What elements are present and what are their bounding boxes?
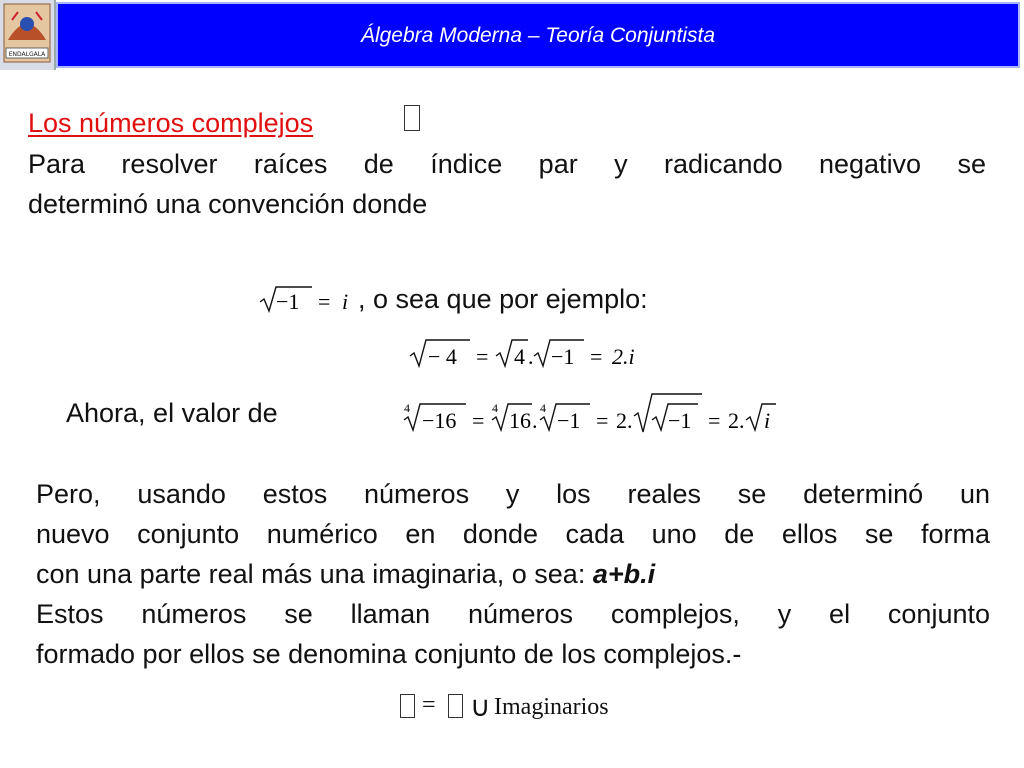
example-2-radicand-2: 16 bbox=[509, 408, 531, 433]
example-1-radicand-1: − 4 bbox=[428, 344, 457, 369]
svg-text:=: = bbox=[596, 408, 609, 433]
example-2-coef-1: 2. bbox=[616, 408, 633, 433]
svg-text:=: = bbox=[708, 408, 721, 433]
example-2-radicand-3: −1 bbox=[557, 408, 581, 433]
paragraph-2-line-2: nuevo conjunto numérico en donde cada uno de ellos se forma bbox=[36, 519, 990, 549]
example-2-coef-2: 2. bbox=[728, 408, 745, 433]
title-band bbox=[56, 2, 1020, 68]
paragraph-2-line-4: Estos números se llaman números complejos, y el conjunto bbox=[36, 599, 990, 629]
equals-sign: = bbox=[318, 289, 331, 314]
intro-line-1: Para resolver raíces de índice par y radicando negativo se bbox=[28, 149, 986, 179]
section-heading: Los números complejos bbox=[28, 108, 314, 138]
header bbox=[0, 0, 1024, 72]
example-1-result: 2.i bbox=[612, 344, 635, 369]
paragraph-2-line-3 bbox=[36, 554, 990, 594]
intro-line-2: determinó una convención donde bbox=[28, 189, 428, 219]
example-1-formula bbox=[408, 336, 648, 372]
set-equals-sign: = bbox=[422, 692, 436, 718]
real-set-symbol-icon bbox=[448, 694, 463, 718]
intro-paragraph bbox=[28, 144, 986, 224]
svg-text:=: = bbox=[472, 408, 485, 433]
example-2-formula bbox=[400, 392, 780, 436]
paragraph-2-line-1: Pero, usando estos números y los reales se determinó un bbox=[36, 479, 990, 509]
svg-text:=: = bbox=[590, 344, 603, 369]
example-1-radicand-2: 4 bbox=[514, 344, 525, 369]
complex-set-symbol-icon bbox=[400, 694, 415, 718]
svg-text:ENDALGALA: ENDALGALA bbox=[8, 51, 46, 58]
radicand: −1 bbox=[276, 289, 300, 314]
missing-glyph-icon bbox=[404, 105, 420, 131]
imaginarios-label: Imaginarios bbox=[494, 694, 609, 720]
sqrt-minus-one-formula bbox=[258, 284, 358, 316]
svg-text:.: . bbox=[528, 344, 534, 369]
institution-logo bbox=[0, 0, 56, 70]
paragraph-2-line-5: formado por ellos se denomina conjunto de los complejos.- bbox=[36, 639, 742, 669]
page-title: Álgebra Moderna – Teoría Conjuntista bbox=[360, 24, 716, 47]
svg-text:4: 4 bbox=[404, 401, 410, 415]
complex-form-expression: a+b.i bbox=[592, 559, 656, 589]
complex-numbers-paragraph bbox=[36, 474, 990, 674]
example-2-radicand-1: −16 bbox=[422, 408, 457, 433]
convention-text: , o sea que por ejemplo: bbox=[358, 284, 648, 314]
svg-text:.: . bbox=[532, 408, 538, 433]
example-1-radicand-3: −1 bbox=[551, 344, 575, 369]
paragraph-2-line-3-text: con una parte real más una imaginaria, o sea: bbox=[36, 559, 593, 589]
svg-text:=: = bbox=[476, 344, 489, 369]
svg-text:4: 4 bbox=[540, 401, 546, 415]
imaginary-unit: i bbox=[342, 289, 349, 314]
svg-text:4: 4 bbox=[492, 401, 498, 415]
example-2-radicand-5: i bbox=[764, 408, 771, 433]
example-2-label: Ahora, el valor de bbox=[66, 398, 278, 428]
example-2-radicand-4: −1 bbox=[668, 408, 692, 433]
union-symbol: ∪ bbox=[470, 692, 491, 723]
